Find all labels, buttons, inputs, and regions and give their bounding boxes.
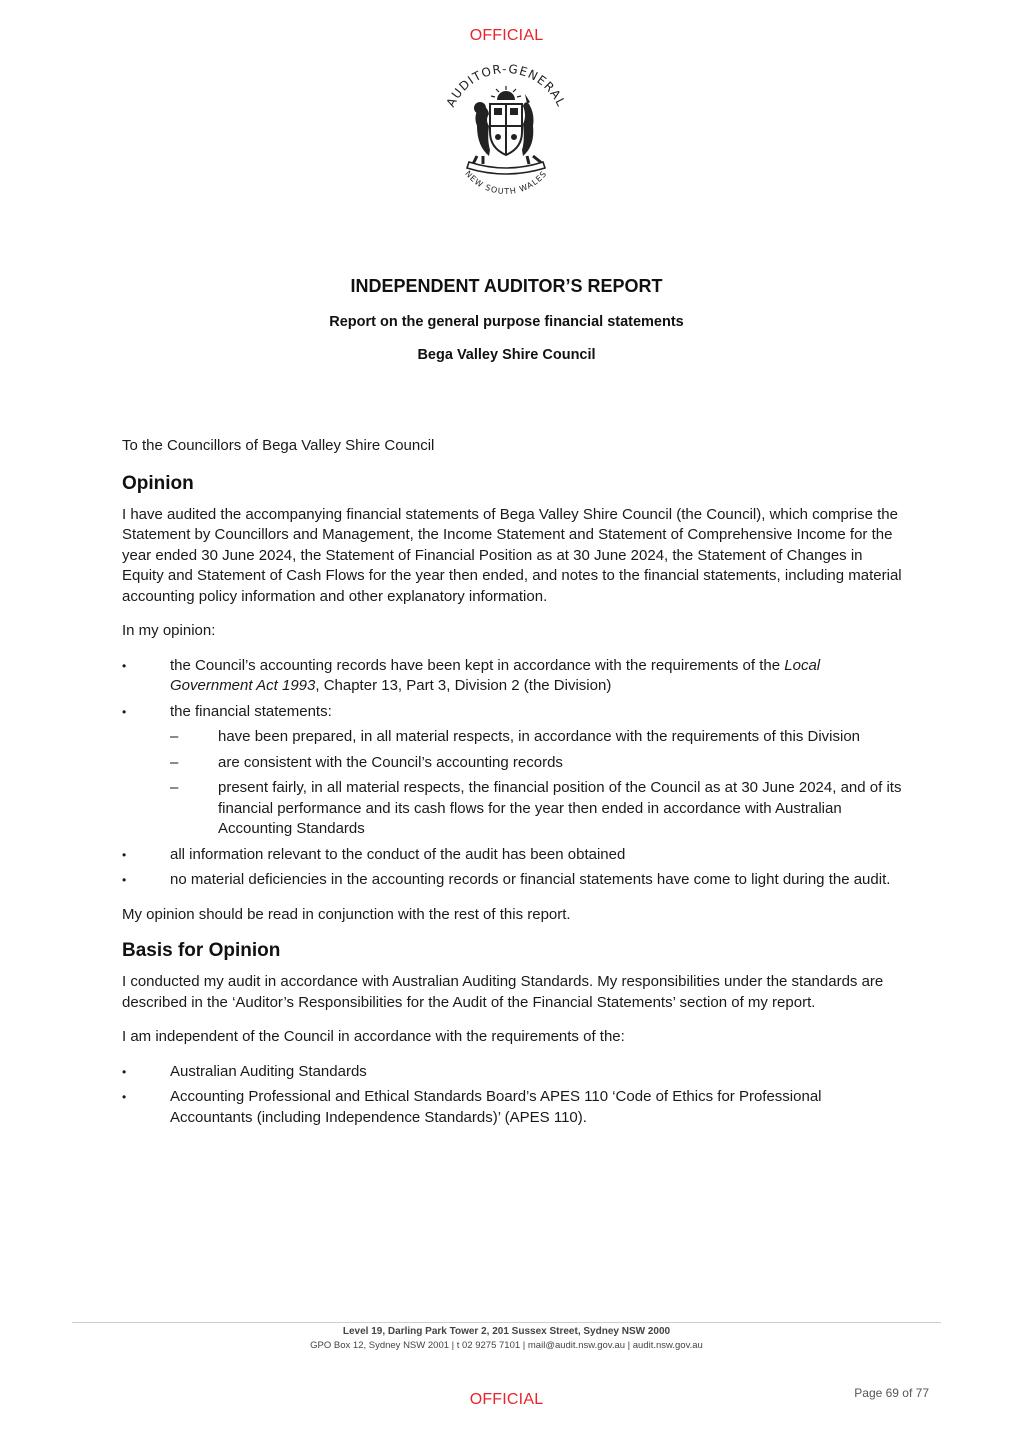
list-item: • all information relevant to the conduct of the audit has been obtained: [122, 845, 902, 866]
opinion-closing: My opinion should be read in conjunction with the rest of this report.: [122, 905, 571, 923]
opinion-intro: I have audited the accompanying financial statements of Bega Valley Shire Council (the Council), which comprise the Statement by Councillors and Management, the Income Statement and Statement of Comprehensive Income for the year ended 30 June 2024, the Statement of Financial Position as at 30 June 2024, the Statement of Changes in Equity and Statement of Cash Flows for the year then ended, and notes to the financial statements, including material accounting policy information and other explanatory information.: [122, 505, 902, 605]
bullet-1-text-end: , Chapter 13, Part 3, Division 2 (the Division): [315, 677, 612, 694]
list-item: – have been prepared, in all material respects, in accordance with the requirements of this Division: [170, 727, 902, 748]
bullet-1-text-start: the Council’s accounting records have been kept in accordance with the requirements of the: [170, 656, 785, 674]
report-body: [122, 436, 902, 1142]
basis-paragraph-2: I am independent of the Council in accordance with the requirements of the:: [122, 1028, 625, 1045]
list-item: • no material deficiencies in the accounting records or financial statements have come to light during the audit.: [122, 870, 902, 891]
list-item: [122, 702, 902, 840]
salutation: To the Councillors of Bega Valley Shire Council: [122, 437, 435, 454]
footer-contact: GPO Box 12, Sydney NSW 2001 | t 02 9275 7101 | mail@audit.nsw.gov.au | audit.nsw.gov.au: [310, 1340, 703, 1351]
list-item: – present fairly, in all material respects, the financial position of the Council as at 30 June 2024, and of its financial performance and its cash flows for the year then ended in accordance with Australian Accounting Standards: [170, 778, 902, 840]
page-number: Page 69 of 77: [854, 1386, 929, 1400]
opinion-bullet-list: [122, 656, 902, 891]
in-my-opinion-text: In my opinion:: [122, 622, 216, 639]
svg-text:AUDITOR-GENERAL: [444, 62, 569, 109]
list-item: • Accounting Professional and Ethical Standards Board’s APES 110 ‘Code of Ethics for Professional Accountants (including Independence Standards)’ (APES 110).: [122, 1087, 902, 1128]
financial-statements-sub-list: [170, 727, 902, 840]
coat-of-arms-icon: [433, 60, 579, 210]
report-subtitle: Report on the general purpose financial statements: [329, 314, 684, 330]
footer-address: Level 19, Darling Park Tower 2, 201 Sussex Street, Sydney NSW 2000: [342, 1326, 671, 1337]
list-item: – are consistent with the Council’s accounting records: [170, 753, 902, 774]
list-item: [122, 656, 902, 697]
basis-heading: Basis for Opinion: [122, 940, 281, 961]
independence-list: [122, 1062, 902, 1129]
opinion-heading: Opinion: [122, 472, 194, 494]
act-name: Local Government Act 1993: [170, 656, 821, 694]
seal-top-text: AUDITOR-GENERAL: [443, 61, 569, 110]
seal-bottom-text: NEW SOUTH WALES: [463, 169, 549, 197]
footer-divider: [72, 1322, 941, 1323]
classification-bottom: OFFICIAL: [469, 1391, 544, 1408]
classification-top: OFFICIAL: [469, 27, 544, 44]
report-title: INDEPENDENT AUDITOR’S REPORT: [350, 276, 663, 296]
entity-name: Bega Valley Shire Council: [417, 347, 596, 363]
basis-paragraph-1: I conducted my audit in accordance with Australian Auditing Standards. My responsibilities under the standards are described in the ‘Auditor’s Responsibilities for the Audit of the Financial Statements’ section of my report.: [122, 973, 884, 1011]
list-item: • Australian Auditing Standards: [122, 1062, 902, 1083]
bullet-2-text: the financial statements:: [170, 702, 332, 720]
